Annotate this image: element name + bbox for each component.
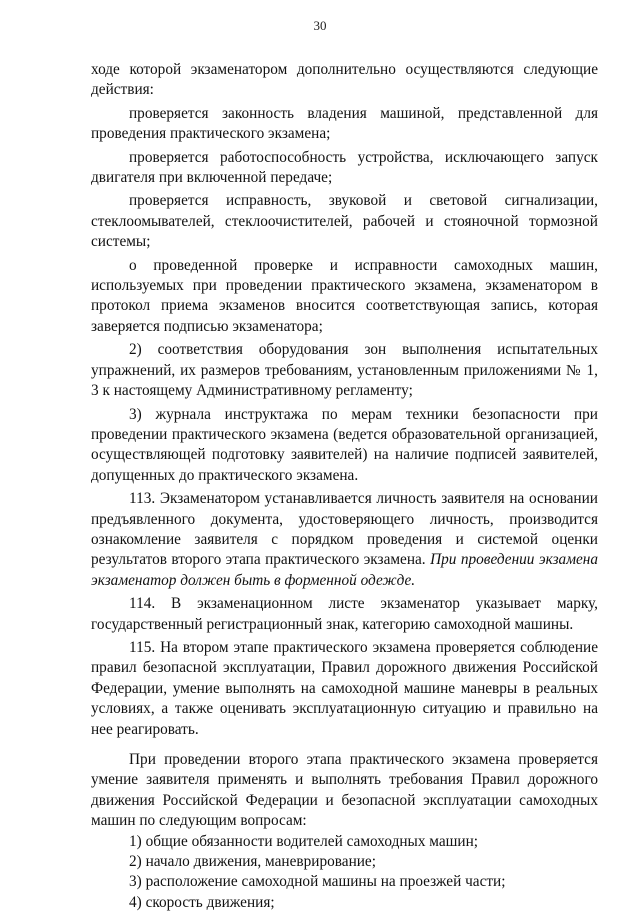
list-item: 2) начало движения, маневрирование; (129, 853, 376, 871)
paragraph-114: 114. В экзаменационном листе экзаменатор указывает марку, государственный регистрационный знак, категорию самоходной машины. (91, 595, 598, 633)
page-number: 30 (313, 18, 327, 33)
paragraph-protocol-record: о проведенной проверке и исправности самоходных машин, используемых при проведении практического экзамена, экзаменатором в протокол приема экзаменов вносится соответствующая запись, которая заверяется подписью экзаменатора; (91, 256, 598, 335)
paragraph-check-signals: проверяется исправность, звуковой и световой сигнализации, стеклоомывателей, стеклоочистителей, рабочей и стояночной тормозной системы; (91, 192, 598, 251)
document-body (91, 60, 598, 913)
list-item: 3) расположение самоходной машины на проезжей части; (129, 873, 506, 891)
paragraph-check-engine-lock: проверяется работоспособность устройства, исключающего запуск двигателя при включенной передаче; (91, 148, 598, 187)
paragraph-item-2: 2) соответствия оборудования зон выполнения испытательных упражнений, их размеров требованиям, установленным приложениями № 1, 3 к настоящему Административному регламенту; (91, 341, 598, 400)
paragraph-item-3: 3) журнала инструктажа по мерам техники безопасности при проведении практического экзамена (ведется образовательной организацией, осуществляющей подготовку заявителей) на наличие подписей заявителей, допущенных до практического экзамена. (91, 405, 598, 484)
paragraph-113-text: 113. Экзаменатором устанавливается личность заявителя на основании предъявленного документа, удостоверяющего личность, производится ознакомление заявителя с порядком проведения и системой оценки результатов второго этапа практического экзамена. (91, 490, 598, 569)
uniform-requirement-text: При проведении экзамена экзаменатор должен быть в форменной одежде. (91, 551, 598, 589)
paragraph-second-stage: При проведении второго этапа практического экзамена проверяется умение заявителя применять и выполнять требования Правил дорожного движения Российской Федерации и безопасной эксплуатации самоходных машин по следующим вопросам: (91, 751, 598, 830)
paragraph-113 (91, 489, 598, 591)
paragraph-115: 115. На втором этапе практического экзамена проверяется соблюдение правил безопасной эксплуатации, Правил дорожного движения Российской Федерации, умение выполнять на самоходной машине маневры в реальных условиях, а также оценивать эксплуатационную ситуацию и правильно на нее реагировать. (91, 638, 598, 738)
list-item: 4) скорость движения; (129, 893, 275, 911)
list-item: 1) общие обязанности водителей самоходных машин; (129, 832, 479, 850)
paragraph-check-ownership: проверяется законность владения машиной, представленной для проведения практического экзамена; (91, 104, 598, 143)
paragraph-continuation: ходе которой экзаменатором дополнительно осуществляются следующие действия: (91, 61, 598, 99)
